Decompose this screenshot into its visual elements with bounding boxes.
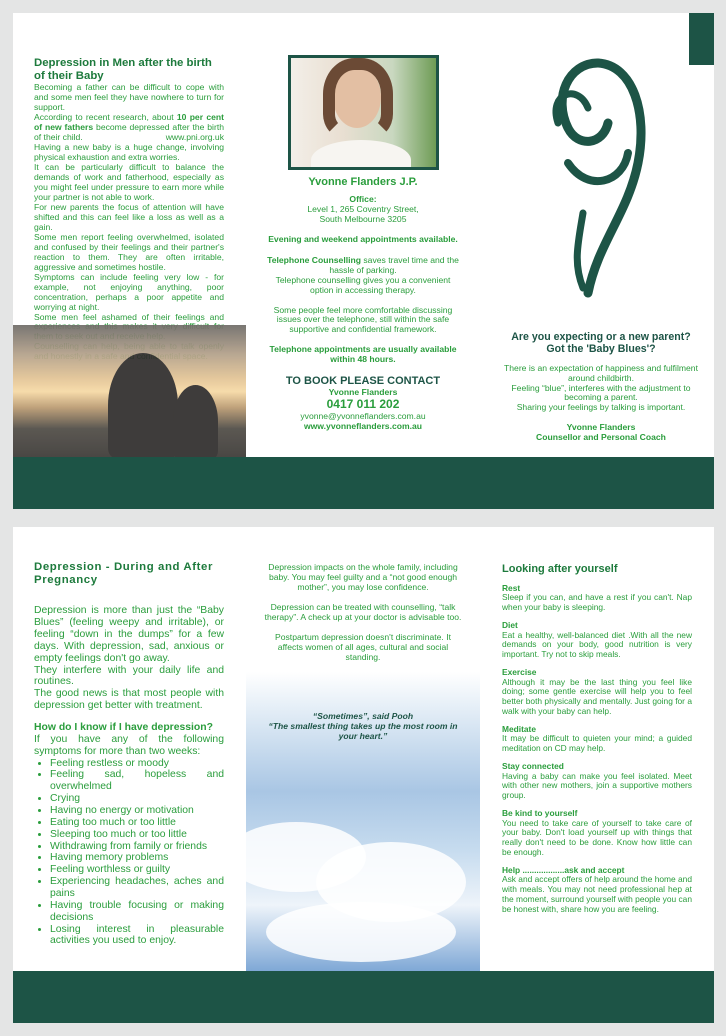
paragraph: The good news is that most people with depression get better with treatment. — [34, 688, 224, 712]
paragraph: Postpartum depression doesn't discriminate. It affects women of all ages, cultural and social standing. — [275, 631, 451, 662]
brochure-inside — [13, 527, 714, 1023]
signature-name: Yvonne Flanders — [566, 422, 636, 433]
office-label: Office: — [349, 193, 377, 204]
paragraph: Depression is more than just the “Baby Blues” (feeling weepy and irritable), or feeling “down in the dumps” for a few days. With depression, sad, anxious or empty feelings don't go away. — [34, 605, 224, 664]
list-item: • Experiencing headaches, aches and pains — [50, 876, 224, 900]
question-heading: How do I know if I have depression? — [34, 721, 213, 733]
pni-link[interactable]: www.pni.org.uk — [165, 132, 224, 143]
list-item: • Sleeping too much or too little — [50, 829, 224, 841]
panel-contact — [263, 176, 463, 432]
rest-section: Rest Sleep if you can, and have a rest if you can't. Nap when your baby is sleeping. — [502, 582, 692, 613]
paragraph: Becoming a father can be difficult to cope with and some men feel they have nowhere to turn for support. — [34, 82, 224, 113]
exercise-section: Exercise Although it may be the last thing you feel like doing; some gentle exercise will help you to feel better both physically and mentally. Just going for a walk with your baby can help. — [502, 666, 692, 716]
signature-title: Counsellor and Personal Coach — [536, 432, 666, 443]
paragraph: Depression impacts on the whole family, including baby. You may feel guilty and a “not good enough mother”, you may lose confidence. — [268, 562, 458, 592]
paragraph: Depression can be treated with counselling, “talk therapy”. A check up at your doctor is advisable too. — [264, 601, 462, 622]
panel-cover — [501, 331, 701, 443]
website-link[interactable]: www.yvonneflanders.com.au — [303, 420, 423, 431]
paragraph: Having a new baby is a huge change, involving physical exhaustion and extra worries. — [34, 142, 224, 162]
paragraph: It can be particularly difficult to balance the demands of work and fatherhood, especially as you might feel under pressure to earn more while your partner is not able to work. — [34, 161, 224, 202]
appointments-within: Telephone appointments are usually available within 48 hours. — [269, 344, 457, 365]
panel-pregnancy-depression — [34, 561, 224, 947]
list-item: • Losing interest in pleasurable activities you used to enjoy. — [50, 924, 224, 948]
quote-line-2: “The smallest thing takes up the most room in your heart.” — [268, 720, 458, 741]
list-item: • Having no energy or motivation — [50, 805, 224, 817]
corner-tab — [689, 13, 714, 65]
cover-text-1: There is an expectation of happiness and fulfilment around childbirth. — [504, 362, 698, 383]
panel-self-care — [502, 563, 692, 914]
phone-preference: Some people feel more comfortable discussing issues over the telephone, still within the safe supportive and confidential framework. — [273, 304, 453, 335]
list-item: • Feeling worthless or guilty — [50, 864, 224, 876]
be-kind-section: Be kind to yourself You need to take care of yourself to take care of your baby. Don't load yourself up with things that really don't need to be done. Know how little can be enough. — [502, 807, 692, 857]
paragraph: Some men feel ashamed of their feelings and — [34, 311, 224, 322]
men-depression-title: Depression in Men after the birth of their Baby — [34, 57, 212, 83]
diet-section: Diet Eat a healthy, well-balanced diet .With all the new demands on your body, good nutrition is very important. Try not to skip meals. — [502, 619, 692, 660]
brochure-outside — [13, 13, 714, 509]
panel-men-depression — [34, 57, 224, 362]
footer-band — [13, 971, 714, 1023]
list-item: • Feeling sad, hopeless and overwhelmed — [50, 769, 224, 793]
email-link[interactable]: yvonne@yvonneflanders.com.au — [300, 410, 426, 421]
father-child-sunset-photo — [13, 325, 246, 458]
list-item: • Crying — [50, 793, 224, 805]
question-intro: If you have any of the following symptoms for more than two weeks: — [34, 733, 224, 757]
list-item: • Having memory problems — [50, 852, 224, 864]
portrait-shoulders — [311, 140, 411, 170]
telephone-convenient: Telephone counselling gives you a convenient option in accessing therapy. — [275, 274, 451, 295]
book-heading: TO BOOK PLEASE CONTACT — [285, 375, 441, 388]
self-care-title: Looking after yourself — [502, 563, 618, 575]
quote-line-1: “Sometimes”, said Pooh — [312, 711, 414, 721]
cover-text-2: Feeling “blue”, interferes with the adjustment to becoming a parent. — [511, 382, 691, 403]
phone-number[interactable]: 0417 011 202 — [326, 397, 400, 412]
cloud — [266, 902, 456, 962]
office-address-line2: South Melbourne 3205 — [319, 213, 407, 224]
stay-connected-section: Stay connected Having a baby can make you feel isolated. Meet with other new mothers, join a supportive mothers group. — [502, 760, 692, 801]
cover-question: Are you expecting or a new parent? Got the 'Baby Blues'? — [511, 331, 691, 356]
portrait-hair — [323, 58, 393, 138]
list-item: • Having trouble focusing or making decisions — [50, 900, 224, 924]
father-silhouette — [108, 353, 178, 458]
panel-impact — [263, 563, 463, 663]
paragraph: Symptoms can include feeling very low - for example, not enjoying anything, poor concentration, perhaps a poor appetite and worrying at night. — [34, 271, 224, 312]
counsellor-name: Yvonne Flanders J.P. — [308, 176, 418, 188]
pooh-quote — [263, 712, 463, 742]
footer-band — [13, 457, 714, 509]
paragraph: For new parents the focus of attention will have shifted and this can feel like a loss as well as a gain. — [34, 201, 224, 232]
list-item: • Eating too much or too little — [50, 817, 224, 829]
help-section: Help ..................ask and accept Ask and accept offers of help around the home and with meals. You may not need professional hep at the moment, surround yourself with people you can be honest with, share how you are feeling. — [502, 864, 692, 914]
cover-text-3: Sharing your feelings by talking is important. — [516, 402, 686, 413]
paragraph: According to recent research, about 10 per cent of new fathers become depressed after the birth of their child. www.pni.org.uk — [34, 112, 224, 143]
list-item: • Feeling restless or moody — [50, 758, 224, 770]
paragraph: Some men report feeling overwhelmed, isolated and confused by their feelings and their partner's reaction to them. They are often irritable, aggressive and sometimes hostile. — [34, 231, 224, 272]
evening-appointments: Evening and weekend appointments available. — [268, 233, 458, 244]
symptoms-list — [34, 758, 224, 948]
telephone-counselling: Telephone Counselling saves travel time and the hassle of parking. — [267, 254, 459, 275]
meditate-section: Meditate It may be difficult to quieten your mind; a guided meditation on CD may help. — [502, 723, 692, 754]
mother-baby-logo — [528, 53, 668, 303]
child-silhouette — [173, 385, 218, 458]
office-address-line1: Level 1, 265 Coventry Street, — [307, 203, 419, 214]
list-item: • Withdrawing from family or friends — [50, 841, 224, 853]
yvonne-portrait-photo — [288, 55, 439, 170]
contact-name: Yvonne Flanders — [328, 387, 398, 398]
pregnancy-depression-title: Depression - During and After Pregnancy — [34, 561, 213, 587]
paragraph: They interfere with your daily life and routines. — [34, 664, 224, 688]
